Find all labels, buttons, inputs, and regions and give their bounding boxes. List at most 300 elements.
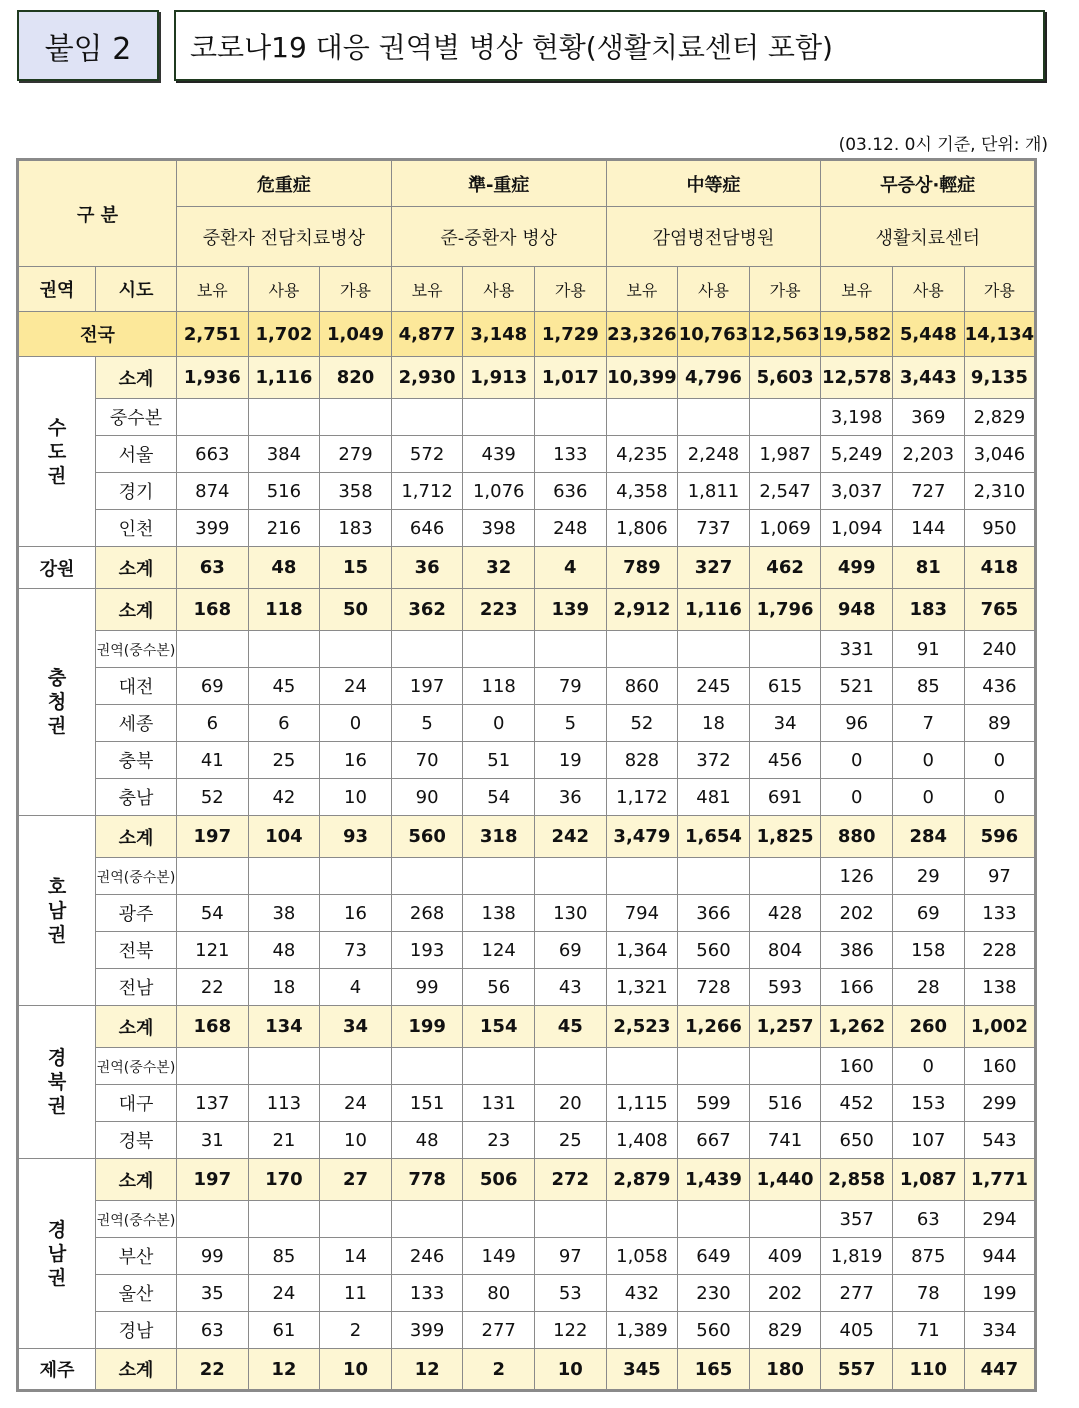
value-cell: 3,479 (606, 816, 678, 858)
value-cell (678, 399, 750, 436)
value-cell: 3,443 (892, 357, 964, 399)
value-cell: 197 (177, 816, 249, 858)
value-cell: 93 (320, 816, 392, 858)
value-cell: 1,913 (463, 357, 535, 399)
header-category: 危重症 (177, 160, 392, 207)
value-cell: 741 (749, 1122, 821, 1159)
value-cell: 950 (964, 510, 1036, 547)
value-cell: 10 (320, 1349, 392, 1391)
value-cell: 34 (749, 705, 821, 742)
header-category: 準-重症 (391, 160, 606, 207)
value-cell: 1,266 (678, 1006, 750, 1048)
value-cell (749, 631, 821, 668)
sido-name: 전남 (118, 978, 154, 999)
table-row (18, 1238, 1036, 1275)
value-cell: 1,069 (749, 510, 821, 547)
sido-cell (96, 932, 177, 969)
value-cell: 45 (535, 1006, 607, 1048)
sido-name: 세종 (118, 714, 154, 735)
value-cell (678, 1048, 750, 1085)
value-cell: 5,603 (749, 357, 821, 399)
value-cell (749, 399, 821, 436)
value-cell: 1,819 (821, 1238, 893, 1275)
value-cell (391, 399, 463, 436)
value-cell (749, 858, 821, 895)
value-cell: 1,712 (391, 473, 463, 510)
national-value: 2,751 (177, 312, 249, 357)
sido-name: 중수본 (109, 408, 163, 429)
value-cell: 131 (463, 1085, 535, 1122)
value-cell: 4,235 (606, 436, 678, 473)
sido-cell (96, 399, 177, 436)
value-cell: 691 (749, 779, 821, 816)
value-cell: 202 (821, 895, 893, 932)
value-cell: 1,439 (678, 1159, 750, 1201)
value-cell: 9,135 (964, 357, 1036, 399)
value-cell: 10 (320, 1122, 392, 1159)
value-cell: 1,408 (606, 1122, 678, 1159)
value-cell: 99 (177, 1238, 249, 1275)
header-metric: 가용 (749, 267, 821, 312)
value-cell: 24 (320, 668, 392, 705)
value-cell: 197 (391, 668, 463, 705)
value-cell: 418 (964, 547, 1036, 589)
value-cell: 399 (391, 1312, 463, 1349)
value-cell (535, 631, 607, 668)
sido-name: 광주 (118, 904, 154, 925)
value-cell: 16 (320, 742, 392, 779)
value-cell: 14 (320, 1238, 392, 1275)
value-cell: 372 (678, 742, 750, 779)
table-row (18, 1122, 1036, 1159)
value-cell: 21 (248, 1122, 320, 1159)
value-cell: 820 (320, 357, 392, 399)
value-cell: 334 (964, 1312, 1036, 1349)
sido-cell (96, 1201, 177, 1238)
national-value: 14,134 (964, 312, 1036, 357)
value-cell: 168 (177, 589, 249, 631)
value-cell: 829 (749, 1312, 821, 1349)
value-cell: 79 (535, 668, 607, 705)
table-row (18, 858, 1036, 895)
value-cell (606, 1201, 678, 1238)
sido-name: 권역(중수본) (96, 869, 176, 886)
value-cell: 0 (964, 742, 1036, 779)
value-cell: 268 (391, 895, 463, 932)
value-cell: 327 (678, 547, 750, 589)
value-cell: 97 (535, 1238, 607, 1275)
value-cell: 4 (320, 969, 392, 1006)
value-cell (606, 631, 678, 668)
value-cell: 63 (892, 1201, 964, 1238)
bed-status-table (16, 158, 1037, 1392)
value-cell: 1,257 (749, 1006, 821, 1048)
table-row (18, 473, 1036, 510)
region-name: 수도권 (47, 416, 67, 487)
value-cell: 1,094 (821, 510, 893, 547)
sido-cell (96, 969, 177, 1006)
value-cell: 36 (535, 779, 607, 816)
sido-cell (96, 547, 177, 589)
value-cell: 447 (964, 1349, 1036, 1391)
sido-name: 소계 (118, 1170, 154, 1192)
value-cell: 1,058 (606, 1238, 678, 1275)
value-cell (749, 1201, 821, 1238)
value-cell: 107 (892, 1122, 964, 1159)
value-cell: 149 (463, 1238, 535, 1275)
value-cell: 2,203 (892, 436, 964, 473)
value-cell: 1,087 (892, 1159, 964, 1201)
sido-name: 소계 (118, 558, 154, 580)
header-gubun: 구 분 (18, 160, 177, 267)
value-cell: 0 (821, 742, 893, 779)
value-cell (678, 858, 750, 895)
unit-note: (03.12. 0시 기준, 단위: 개) (838, 135, 1048, 155)
table-row (18, 1085, 1036, 1122)
value-cell: 22 (177, 969, 249, 1006)
header-metric: 가용 (964, 267, 1036, 312)
value-cell: 0 (463, 705, 535, 742)
value-cell: 727 (892, 473, 964, 510)
value-cell: 168 (177, 1006, 249, 1048)
subtotal-row (18, 547, 1036, 589)
region-cell (18, 357, 96, 547)
value-cell: 439 (463, 436, 535, 473)
value-cell: 0 (964, 779, 1036, 816)
header-subcategory: 생활치료센터 (821, 207, 1036, 267)
table-row (18, 668, 1036, 705)
sido-cell (96, 1312, 177, 1349)
value-cell: 765 (964, 589, 1036, 631)
value-cell (320, 399, 392, 436)
value-cell: 63 (177, 1312, 249, 1349)
value-cell: 223 (463, 589, 535, 631)
value-cell: 1,806 (606, 510, 678, 547)
sido-name: 서울 (118, 445, 154, 466)
value-cell: 1,321 (606, 969, 678, 1006)
value-cell: 54 (463, 779, 535, 816)
value-cell: 32 (463, 547, 535, 589)
value-cell: 19 (535, 742, 607, 779)
value-cell: 1,115 (606, 1085, 678, 1122)
value-cell: 133 (391, 1275, 463, 1312)
sido-name: 경북 (118, 1131, 154, 1152)
value-cell: 160 (964, 1048, 1036, 1085)
value-cell (248, 858, 320, 895)
header-metric: 가용 (535, 267, 607, 312)
value-cell: 1,017 (535, 357, 607, 399)
sido-name: 충남 (118, 788, 154, 809)
value-cell: 456 (749, 742, 821, 779)
value-cell: 24 (320, 1085, 392, 1122)
value-cell: 126 (821, 858, 893, 895)
value-cell: 151 (391, 1085, 463, 1122)
value-cell: 737 (678, 510, 750, 547)
value-cell: 875 (892, 1238, 964, 1275)
sido-name: 경기 (118, 482, 154, 503)
value-cell: 1,262 (821, 1006, 893, 1048)
value-cell: 6 (248, 705, 320, 742)
value-cell: 948 (821, 589, 893, 631)
sido-name: 인천 (118, 519, 154, 540)
value-cell (463, 858, 535, 895)
value-cell: 1,002 (964, 1006, 1036, 1048)
value-cell: 160 (821, 1048, 893, 1085)
sido-name: 소계 (118, 368, 154, 390)
value-cell: 11 (320, 1275, 392, 1312)
sido-cell (96, 1122, 177, 1159)
value-cell: 16 (320, 895, 392, 932)
value-cell: 6 (177, 705, 249, 742)
value-cell: 599 (678, 1085, 750, 1122)
value-cell: 38 (248, 895, 320, 932)
value-cell (463, 1201, 535, 1238)
value-cell: 12 (391, 1349, 463, 1391)
region-cell (18, 816, 96, 1006)
sido-cell (96, 1048, 177, 1085)
value-cell: 118 (248, 589, 320, 631)
value-cell: 139 (535, 589, 607, 631)
value-cell (463, 631, 535, 668)
value-cell: 97 (964, 858, 1036, 895)
value-cell: 789 (606, 547, 678, 589)
value-cell: 2,879 (606, 1159, 678, 1201)
value-cell: 521 (821, 668, 893, 705)
region-name: 충청권 (47, 667, 67, 737)
value-cell: 260 (892, 1006, 964, 1048)
header-metric: 보유 (391, 267, 463, 312)
value-cell: 165 (678, 1349, 750, 1391)
national-value: 1,049 (320, 312, 392, 357)
value-cell: 36 (391, 547, 463, 589)
value-cell: 96 (821, 705, 893, 742)
value-cell: 272 (535, 1159, 607, 1201)
value-cell (248, 631, 320, 668)
value-cell: 516 (749, 1085, 821, 1122)
sido-name: 권역(중수본) (96, 1212, 176, 1229)
value-cell: 366 (678, 895, 750, 932)
value-cell: 428 (749, 895, 821, 932)
value-cell: 650 (821, 1122, 893, 1159)
value-cell: 1,364 (606, 932, 678, 969)
value-cell: 2,547 (749, 473, 821, 510)
value-cell: 230 (678, 1275, 750, 1312)
value-cell: 398 (463, 510, 535, 547)
region-name: 제주 (39, 1360, 75, 1381)
value-cell: 2,858 (821, 1159, 893, 1201)
value-cell: 240 (964, 631, 1036, 668)
value-cell (248, 1048, 320, 1085)
table-row (18, 932, 1036, 969)
value-cell: 667 (678, 1122, 750, 1159)
header-row-metrics (18, 267, 1036, 312)
value-cell: 804 (749, 932, 821, 969)
value-cell (177, 858, 249, 895)
value-cell (248, 1201, 320, 1238)
subtotal-row (18, 1159, 1036, 1201)
sido-name: 권역(중수본) (96, 1059, 176, 1076)
value-cell: 560 (678, 932, 750, 969)
value-cell: 130 (535, 895, 607, 932)
sido-cell (96, 742, 177, 779)
value-cell: 277 (821, 1275, 893, 1312)
value-cell: 1,936 (177, 357, 249, 399)
value-cell: 1,116 (678, 589, 750, 631)
value-cell: 18 (678, 705, 750, 742)
value-cell: 133 (964, 895, 1036, 932)
value-cell: 85 (248, 1238, 320, 1275)
sido-cell (96, 1159, 177, 1201)
table-row (18, 510, 1036, 547)
value-cell: 121 (177, 932, 249, 969)
value-cell: 357 (821, 1201, 893, 1238)
value-cell: 48 (248, 932, 320, 969)
value-cell (320, 631, 392, 668)
value-cell (177, 1048, 249, 1085)
value-cell: 516 (248, 473, 320, 510)
value-cell: 432 (606, 1275, 678, 1312)
table-row (18, 1201, 1036, 1238)
value-cell: 25 (535, 1122, 607, 1159)
value-cell: 646 (391, 510, 463, 547)
header-metric: 사용 (463, 267, 535, 312)
value-cell: 69 (177, 668, 249, 705)
header-subcategory: 중환자 전담치료병상 (177, 207, 392, 267)
value-cell: 5 (535, 705, 607, 742)
value-cell (535, 399, 607, 436)
value-cell: 91 (892, 631, 964, 668)
value-cell: 596 (964, 816, 1036, 858)
sido-cell (96, 858, 177, 895)
value-cell: 52 (606, 705, 678, 742)
value-cell: 48 (391, 1122, 463, 1159)
region-name: 호남권 (47, 875, 67, 946)
value-cell (177, 399, 249, 436)
value-cell (606, 1048, 678, 1085)
value-cell: 99 (391, 969, 463, 1006)
value-cell: 28 (892, 969, 964, 1006)
value-cell: 12,578 (821, 357, 893, 399)
value-cell: 216 (248, 510, 320, 547)
sido-cell (96, 631, 177, 668)
value-cell: 35 (177, 1275, 249, 1312)
value-cell: 144 (892, 510, 964, 547)
national-value: 5,448 (892, 312, 964, 357)
value-cell: 10 (535, 1349, 607, 1391)
header-sido: 시도 (96, 267, 177, 312)
value-cell: 405 (821, 1312, 893, 1349)
value-cell (391, 1201, 463, 1238)
value-cell: 104 (248, 816, 320, 858)
table-row (18, 742, 1036, 779)
value-cell: 2,248 (678, 436, 750, 473)
sido-cell (96, 436, 177, 473)
national-label: 전국 (18, 312, 177, 357)
value-cell: 277 (463, 1312, 535, 1349)
value-cell: 199 (391, 1006, 463, 1048)
value-cell (749, 1048, 821, 1085)
value-cell: 452 (821, 1085, 893, 1122)
table-row (18, 895, 1036, 932)
value-cell: 20 (535, 1085, 607, 1122)
document-title: 코로나19 대응 권역별 병상 현황(생활치료센터 포함) (174, 10, 1045, 81)
value-cell: 56 (463, 969, 535, 1006)
header-metric: 사용 (892, 267, 964, 312)
value-cell: 386 (821, 932, 893, 969)
value-cell: 462 (749, 547, 821, 589)
value-cell: 794 (606, 895, 678, 932)
value-cell: 5 (391, 705, 463, 742)
value-cell: 874 (177, 473, 249, 510)
value-cell: 778 (391, 1159, 463, 1201)
sido-cell (96, 1275, 177, 1312)
value-cell: 299 (964, 1085, 1036, 1122)
value-cell: 124 (463, 932, 535, 969)
value-cell: 1,116 (248, 357, 320, 399)
value-cell: 1,825 (749, 816, 821, 858)
header-row-category (18, 160, 1036, 207)
value-cell (177, 1201, 249, 1238)
header-region: 권역 (18, 267, 96, 312)
table-row (18, 1048, 1036, 1085)
table-row (18, 1275, 1036, 1312)
value-cell: 78 (892, 1275, 964, 1312)
value-cell: 197 (177, 1159, 249, 1201)
value-cell: 61 (248, 1312, 320, 1349)
value-cell: 615 (749, 668, 821, 705)
value-cell: 15 (320, 547, 392, 589)
national-value: 3,148 (463, 312, 535, 357)
value-cell: 560 (678, 1312, 750, 1349)
value-cell: 1,654 (678, 816, 750, 858)
value-cell: 199 (964, 1275, 1036, 1312)
table-row (18, 436, 1036, 473)
value-cell: 1,076 (463, 473, 535, 510)
value-cell: 138 (964, 969, 1036, 1006)
value-cell: 2,829 (964, 399, 1036, 436)
value-cell: 70 (391, 742, 463, 779)
national-row (18, 312, 1036, 357)
national-value: 12,563 (749, 312, 821, 357)
sido-name: 충북 (118, 751, 154, 772)
value-cell: 409 (749, 1238, 821, 1275)
value-cell: 73 (320, 932, 392, 969)
value-cell (320, 858, 392, 895)
value-cell: 54 (177, 895, 249, 932)
value-cell: 4,796 (678, 357, 750, 399)
national-value: 4,877 (391, 312, 463, 357)
value-cell: 1,987 (749, 436, 821, 473)
value-cell: 636 (535, 473, 607, 510)
value-cell: 45 (248, 668, 320, 705)
value-cell: 2 (320, 1312, 392, 1349)
sido-cell (96, 816, 177, 858)
value-cell: 183 (892, 589, 964, 631)
region-cell (18, 547, 96, 589)
sido-cell (96, 668, 177, 705)
national-value: 23,326 (606, 312, 678, 357)
value-cell: 10 (320, 779, 392, 816)
value-cell: 23 (463, 1122, 535, 1159)
value-cell: 369 (892, 399, 964, 436)
header-metric: 보유 (606, 267, 678, 312)
value-cell: 499 (821, 547, 893, 589)
value-cell: 2,523 (606, 1006, 678, 1048)
value-cell: 2,912 (606, 589, 678, 631)
value-cell (535, 858, 607, 895)
table-row (18, 631, 1036, 668)
value-cell: 279 (320, 436, 392, 473)
